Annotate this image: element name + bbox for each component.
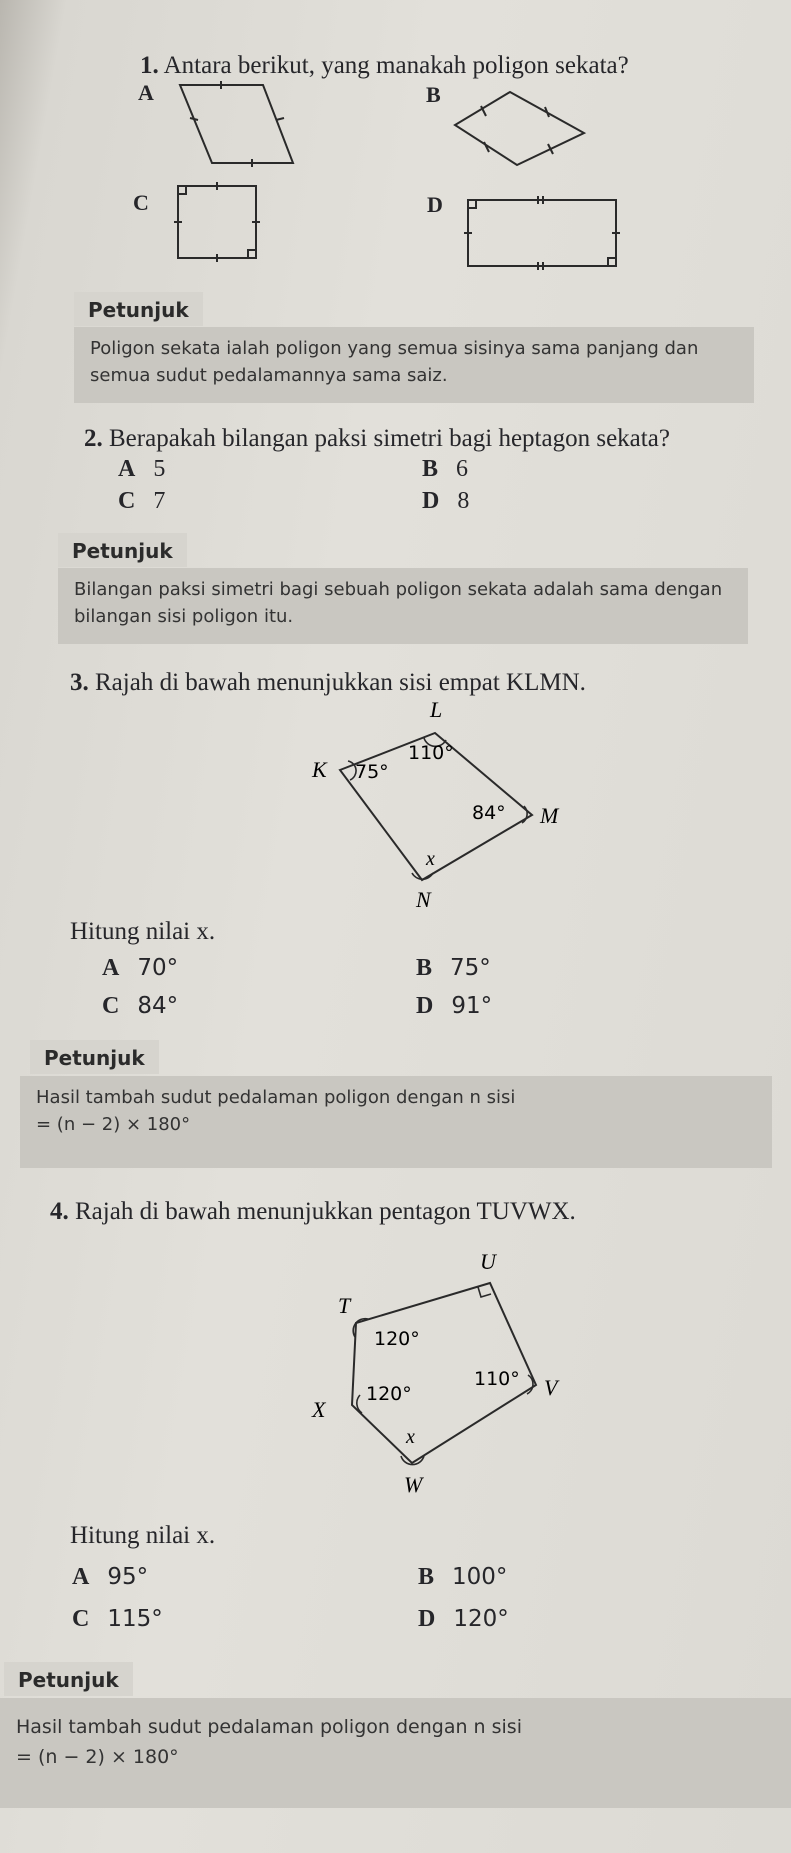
vertex-l-label: L [430,697,443,722]
question-2-number: 2. [84,425,103,452]
vertex-t-label: T [338,1293,351,1318]
q1-shape-a [180,81,293,167]
q4-hint-line-1: Hasil tambah sudut pedalaman poligon dengan n sisi [16,1716,522,1738]
vertex-k-label: K [312,757,327,782]
vertex-x-label: X [312,1397,326,1422]
q1-shapes [0,0,791,300]
q1-hint-text: Poligon sekata ialah poligon yang semua sisinya sama panjang dan semua sudut pedalamannya sama saiz. [90,338,699,386]
q4-option-c: C 115° [72,1606,163,1632]
q1-option-c-label: C [133,190,149,215]
vertex-m-label: M [540,803,559,828]
q2-option-b: B 6 [422,456,469,482]
q3-option-a: A 70° [102,955,179,981]
q1-shape-c [174,182,260,262]
question-3 [70,669,586,697]
q4-option-d: D 120° [418,1606,509,1632]
q3-prompt: Hitung nilai x. [70,918,216,945]
q1-hint-box [74,327,754,403]
q2-hint-box [58,568,748,644]
q3-option-c: C 84° [102,993,179,1019]
q4-hint-title: Petunjuk [4,1662,133,1696]
angle-w-label: x [406,1426,415,1448]
angle-m-label: 84° [472,802,506,824]
question-4-number: 4. [50,1198,69,1225]
question-3-text: Rajah di bawah menunjukkan sisi empat KLMN. [95,669,586,696]
q4-option-a: A 95° [72,1564,149,1590]
q1-hint-title: Petunjuk [74,292,203,326]
question-1-text: Antara berikut, yang manakah poligon sekata? [163,52,629,79]
q4-option-b: B 100° [418,1564,508,1590]
q3-option-d: D 91° [416,993,493,1019]
angle-x-label: 120° [366,1383,412,1405]
q4-prompt: Hitung nilai x. [70,1522,216,1549]
quadrilateral-klmn-diagram [300,695,590,915]
question-4 [50,1198,576,1226]
q2-option-c: C 7 [118,488,166,514]
question-2-text: Berapakah bilangan paksi simetri bagi heptagon sekata? [109,425,670,452]
vertex-u-label: U [480,1249,496,1274]
q2-hint-title: Petunjuk [58,533,187,567]
question-3-number: 3. [70,669,89,696]
q3-option-b: B 75° [416,955,491,981]
q3-hint-title: Petunjuk [30,1040,159,1074]
q3-hint-box [20,1076,772,1168]
q1-shape-d [464,196,620,270]
q3-hint-line-2: = (n − 2) × 180° [36,1114,191,1135]
angle-n-label: x [426,848,435,870]
vertex-v-label: V [544,1375,558,1400]
q1-shape-b [455,92,584,165]
q1-option-b-label: B [426,82,441,107]
q2-option-a: A 5 [118,456,166,482]
question-2 [84,425,670,453]
q3-hint-line-1: Hasil tambah sudut pedalaman poligon dengan n sisi [36,1087,516,1108]
angle-l-label: 110° [408,742,454,764]
q4-hint-box [0,1698,791,1808]
q1-option-d-label: D [427,192,443,217]
angle-k-label: 75° [355,761,389,783]
q2-hint-text: Bilangan paksi simetri bagi sebuah poligon sekata adalah sama dengan bilangan sisi poligon itu. [74,579,723,627]
question-4-text: Rajah di bawah menunjukkan pentagon TUVWX. [75,1198,576,1225]
vertex-n-label: N [416,887,431,912]
q2-option-d: D 8 [422,488,470,514]
q4-hint-line-2: = (n − 2) × 180° [16,1746,179,1768]
angle-t-label: 120° [374,1328,420,1350]
question-1-number: 1. [140,52,159,79]
angle-v-label: 110° [474,1368,520,1390]
vertex-w-label: W [404,1472,423,1497]
q1-option-a-label: A [138,80,154,105]
pentagon-tuvwx-diagram [300,1245,580,1505]
